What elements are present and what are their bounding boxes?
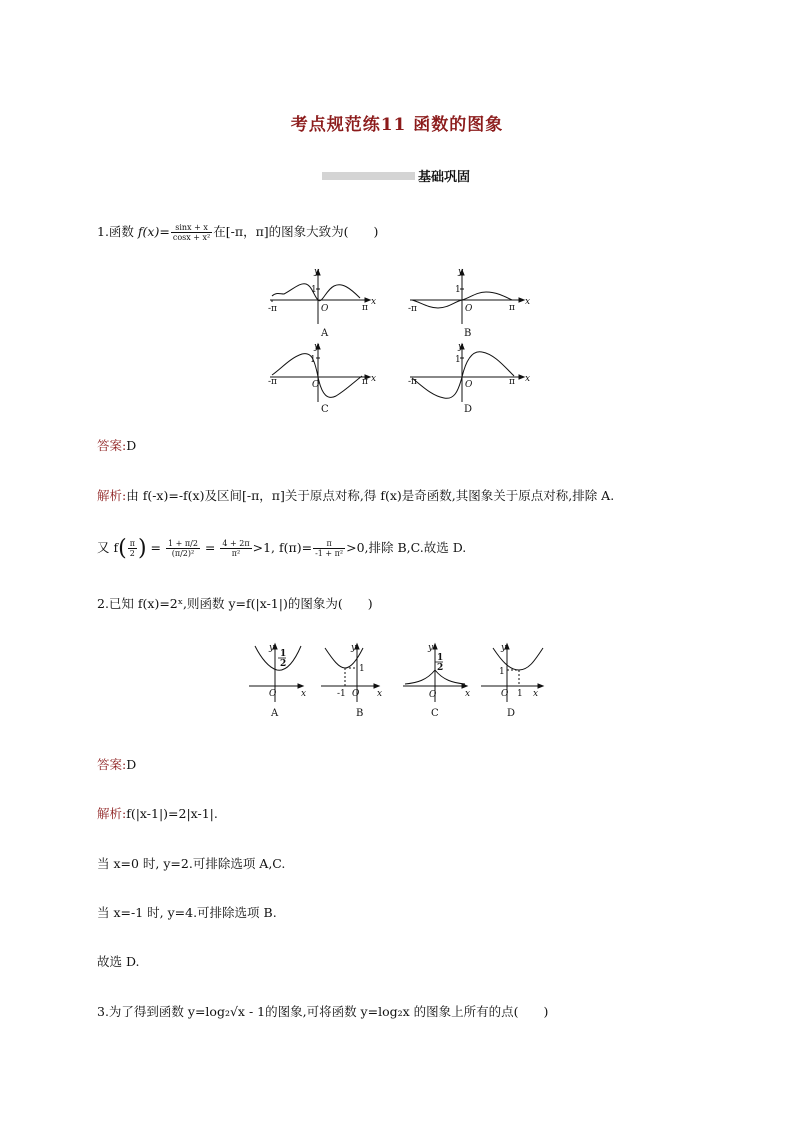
- svg-text:2: 2: [280, 659, 287, 669]
- svg-text:-π: -π: [408, 304, 417, 314]
- svg-text:y: y: [428, 643, 434, 653]
- svg-text:O: O: [352, 689, 360, 699]
- svg-text:1: 1: [359, 664, 365, 674]
- svg-text:1: 1: [310, 355, 316, 365]
- svg-text:π: π: [509, 377, 515, 387]
- svg-text:1: 1: [437, 653, 444, 663]
- svg-text:y: y: [458, 267, 464, 277]
- svg-text:x: x: [533, 689, 539, 699]
- svg-text:x: x: [525, 297, 531, 307]
- q3-stem: 3.为了得到函数 y=log₂√x - 1的图象,可将函数 y=log₂x 的图象上所有的点( ): [97, 1004, 549, 1019]
- q2-analysis-line1: 解析:f(|x-1|)=2|x-1|.: [97, 806, 218, 821]
- svg-text:π: π: [362, 303, 368, 313]
- q1-option-graphs: [262, 262, 537, 417]
- q1-answer: 答案:D: [97, 438, 137, 453]
- svg-text:A: A: [321, 328, 329, 339]
- page-title: 考点规范练11 函数的图象: [290, 115, 504, 135]
- svg-text:x: x: [525, 374, 531, 384]
- svg-text:y: y: [351, 643, 357, 653]
- q1-graph-a: [270, 270, 370, 324]
- svg-text:x: x: [377, 689, 383, 699]
- svg-text:O: O: [501, 689, 509, 699]
- svg-text:1: 1: [455, 285, 461, 295]
- svg-text:y: y: [269, 643, 275, 653]
- svg-text:x: x: [465, 689, 471, 699]
- q1-stem: 1.函数 f(x)= $\frac{\sin x + x}{\text{cosx + x²}}$ 在[-π，π]的图象大致为( ): [97, 223, 379, 242]
- svg-text:y: y: [314, 342, 320, 352]
- svg-text:y: y: [458, 342, 464, 352]
- q2-option-graphs: [245, 640, 550, 720]
- q1-analysis-line2: 又 f( $\frac{\pi}{2}$ ) = $\frac{1 + \pi/2}{\text{(π/2)²}}$ = $\frac{4 + 2\pi}{\text{π²}}$ >1, f(π)= $\frac{\pi}{\text{-1 + π²}}$ >0,排除 B,C.故选 D.: [97, 536, 467, 561]
- q2-analysis-line3: 当 x=-1 时, y=4.可排除选项 B.: [97, 905, 277, 920]
- svg-text:y: y: [314, 267, 320, 277]
- svg-text:C: C: [431, 708, 439, 719]
- svg-text:1: 1: [280, 649, 287, 659]
- svg-text:O: O: [465, 304, 473, 314]
- svg-text:π: π: [509, 303, 515, 313]
- svg-text:O: O: [465, 380, 473, 390]
- q2-stem: 2.已知 f(x)=2ˣ,则函数 y=f(|x-1|)的图象为( ): [97, 596, 373, 611]
- svg-text:A: A: [271, 708, 279, 719]
- q2-analysis-line2: 当 x=0 时, y=2.可排除选项 A,C.: [97, 856, 286, 871]
- svg-text:O: O: [269, 689, 277, 699]
- svg-text:-π: -π: [408, 377, 417, 387]
- q1-graph-b: [410, 270, 524, 324]
- section-title: 基础巩固: [418, 170, 471, 185]
- svg-text:1: 1: [499, 667, 505, 677]
- q1-graph-d: [410, 344, 524, 402]
- svg-text:x: x: [301, 689, 307, 699]
- svg-text:x: x: [371, 374, 377, 384]
- svg-text:1: 1: [311, 285, 317, 295]
- svg-text:D: D: [507, 708, 516, 719]
- svg-text:B: B: [464, 328, 472, 339]
- svg-text:-π: -π: [268, 377, 277, 387]
- q1-analysis-line1: 解析:由 f(-x)=-f(x)及区间[-π，π]关于原点对称,得 f(x)是奇函数,其图象关于原点对称,排除 A.: [97, 488, 615, 503]
- svg-text:B: B: [356, 708, 364, 719]
- svg-text:O: O: [429, 690, 437, 700]
- svg-text:-1: -1: [337, 689, 346, 699]
- svg-text:π: π: [362, 377, 368, 387]
- q2-analysis-line4: 故选 D.: [97, 954, 140, 969]
- q1-graph-c: [270, 344, 370, 402]
- svg-text:O: O: [312, 380, 320, 390]
- svg-text:C: C: [321, 404, 329, 415]
- svg-text:2: 2: [437, 663, 444, 673]
- q2-answer: 答案:D: [97, 757, 137, 772]
- svg-text:1: 1: [517, 689, 523, 699]
- svg-text:O: O: [321, 304, 329, 314]
- svg-text:y: y: [501, 643, 507, 653]
- svg-text:x: x: [371, 297, 377, 307]
- q2-graph-b: [321, 644, 379, 702]
- svg-text:D: D: [464, 404, 473, 415]
- svg-text:-π: -π: [268, 304, 277, 314]
- section-bar: [322, 172, 415, 180]
- svg-text:1: 1: [455, 355, 461, 365]
